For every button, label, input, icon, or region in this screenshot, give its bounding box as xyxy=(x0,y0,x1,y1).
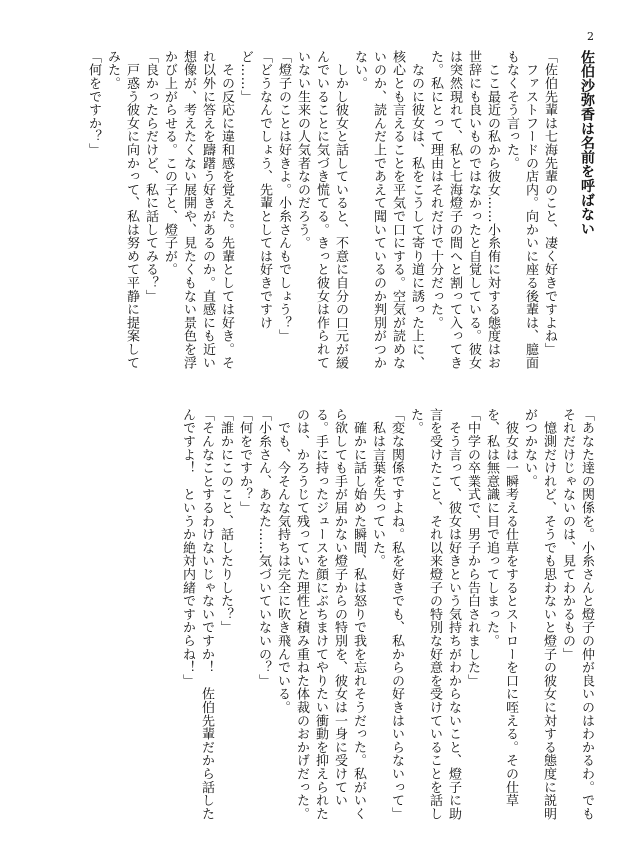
paragraph: 戸惑う彼女に向かって、私は努めて平静に提案してみた。 xyxy=(105,50,139,370)
paragraph: そう言って、彼女は好きという気持ちがわからないこと、燈子に助言を受けたこと、それ以来燈子の特別な好意を受けていることを話した。 xyxy=(408,408,461,821)
paragraph: 「あなた達の関係を。小糸さんと燈子の仲が良いのはわかるわ。でもそれだけじゃないのは、見てわかるもの」 xyxy=(560,408,594,821)
paragraph: 「どうなんでしょう、先輩としては好きですけど……」 xyxy=(238,50,272,330)
paragraph: ここ最近の私から彼女……小糸侑に対する態度はお世辞にも良いものではなかったと自覚している。彼女は突然現れて、私と七海燈子の間へと割って入ってきた。私にとって理由はそれだけで十分だった。 xyxy=(428,50,500,370)
paragraph: 「何をですか？」 xyxy=(237,408,252,515)
paragraph: 「中学の卒業式で、男子から告白されました」 xyxy=(465,408,480,688)
paragraph: 「小糸さん、あなた……気づいていないの？」 xyxy=(256,408,271,688)
paragraph: 「誰かにこのこと、話したりした？」 xyxy=(218,408,233,635)
paragraph: 「何をですか？」 xyxy=(86,50,101,157)
paragraph: ファストフードの店内。向かいに座る後輩は、臆面もなくそう言った。 xyxy=(504,50,538,370)
upper-text-block xyxy=(76,50,596,375)
paragraph: 確かに話し始めた瞬間、私は怒りで我を忘れそうだった。私がいくら欲しても手が届かない燈子からの特別を、彼女は一身に受けている。手に持ったジュースを顔にぶちまけてやりたい衝動を抑えられたのは、かろうじて残っていた理性と積み重ねた体裁のおかげだった。 xyxy=(294,408,366,821)
paragraph: でも、今そんな気持ちは完全に吹き飛んでいる。 xyxy=(275,408,290,714)
paragraph: しかし彼女と話していると、不意に自分の口元が緩んでいることに気づき慌てる。きっと彼女は作られていない生来の人気者なのだろう。 xyxy=(295,50,348,370)
page-number: 2 xyxy=(587,30,594,43)
paragraph: 彼女は一瞬考える仕草をするとストローを口に咥える。その仕草を、私は無意識に目で追ってしまった。 xyxy=(484,408,518,807)
paragraph: その反応に違和感を覚えた。先輩としては好き。それ以外に答えを躊躇う好きがあるのか。直感にも近い想像が、考えたくない展開や、見たくもない景色を浮かび上がらせる。この子と、燈子が。 xyxy=(162,50,234,370)
paragraph: 「佐伯先輩は七海先輩のこと、凄く好きですよね」 xyxy=(542,50,557,356)
lower-text-block xyxy=(76,408,596,828)
paragraph: 「変な関係ですよね。私を好きでも、私からの好きはいらないって」 xyxy=(389,408,404,821)
chapter-title: 佐伯沙弥香は名前を呼ばない xyxy=(579,50,595,236)
paragraph: 「良かったらだけど、私に話してみる？」 xyxy=(143,50,158,303)
paragraph: なのに彼女は、私をこうして寄り道に誘った上に、核心とも言えることを平気で口にする。空気が読めないのか、読んだ上であえて聞いているのか判別がつかない。 xyxy=(352,50,424,370)
paragraph: 「燈子のことは好きよ。小糸さんもでしょう？」 xyxy=(276,50,291,343)
paragraph: 憶測だけれど、そうでも思わないと燈子の彼女に対する態度に説明がつかない。 xyxy=(522,408,556,821)
paragraph: 「そんなことするわけないじゃないですか！ 佐伯先輩だから話したんですよ！ というか絶対内緒ですからね！」 xyxy=(180,408,214,821)
paragraph: 私は言葉を失っていた。 xyxy=(370,408,385,568)
